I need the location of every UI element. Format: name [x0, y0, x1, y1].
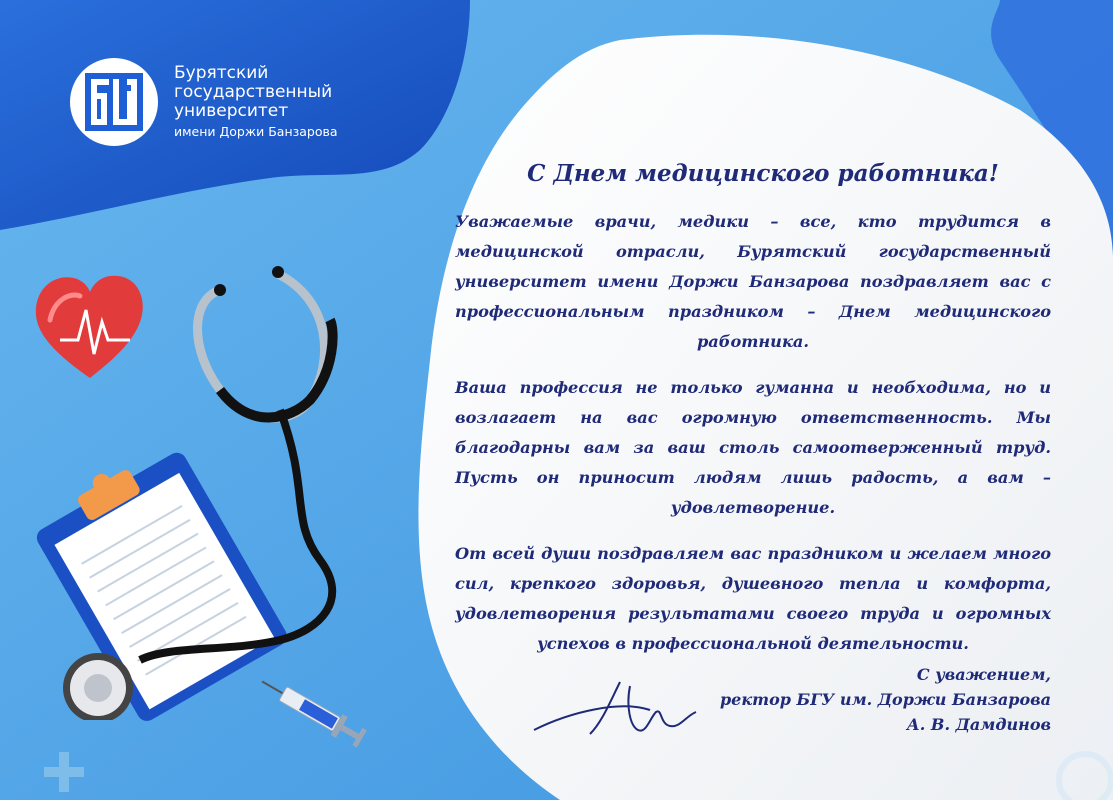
- university-name-line-1: Бурятский: [174, 62, 269, 83]
- letter-paragraph-1: Уважаемые врачи, медики – все, кто трудится в медицинской отрасли, Бурятский государственный университет имени Доржи Банзарова поздравляет вас с профессиональным праздником – Днем медицинского работника.: [455, 212, 1051, 351]
- university-name-line-3: университет: [174, 100, 289, 121]
- letter: [455, 160, 1051, 675]
- signature-regards: С уважением,: [916, 665, 1051, 684]
- university-name-line-2: государственный: [174, 81, 333, 102]
- stethoscope-icon: [50, 260, 360, 720]
- letter-title: С Днем медицинского работника!: [527, 160, 999, 187]
- university-logo: [70, 58, 158, 146]
- syringe-icon: [250, 672, 380, 752]
- signature-position: ректор БГУ им. Доржи Банзарова: [719, 690, 1051, 709]
- university-subtitle: имени Доржи Банзарова: [174, 123, 338, 139]
- university-logo-block: [70, 58, 338, 146]
- signature-block: [720, 662, 1051, 737]
- university-name: [174, 64, 338, 141]
- signature-name: А. В. Дамдинов: [906, 715, 1051, 734]
- plus-icon: [44, 752, 84, 792]
- bgu-logo-icon: [83, 71, 145, 133]
- handwritten-signature: [530, 672, 700, 742]
- letter-paragraph-2: Ваша профессия не только гуманна и необходима, но и возлагает на вас огромную ответственность. Мы благодарны вам за ваш столь самоотверженный труд. Пусть он приносит людям лишь радость, а вам – удовлетворение.: [455, 378, 1051, 517]
- letter-paragraph-3: От всей души поздравляем вас праздником и желаем много сил, крепкого здоровья, душевного тепла и комфорта, удовлетворения результатами своего труда и огромных успехов в профессиональной деятельности.: [455, 544, 1051, 653]
